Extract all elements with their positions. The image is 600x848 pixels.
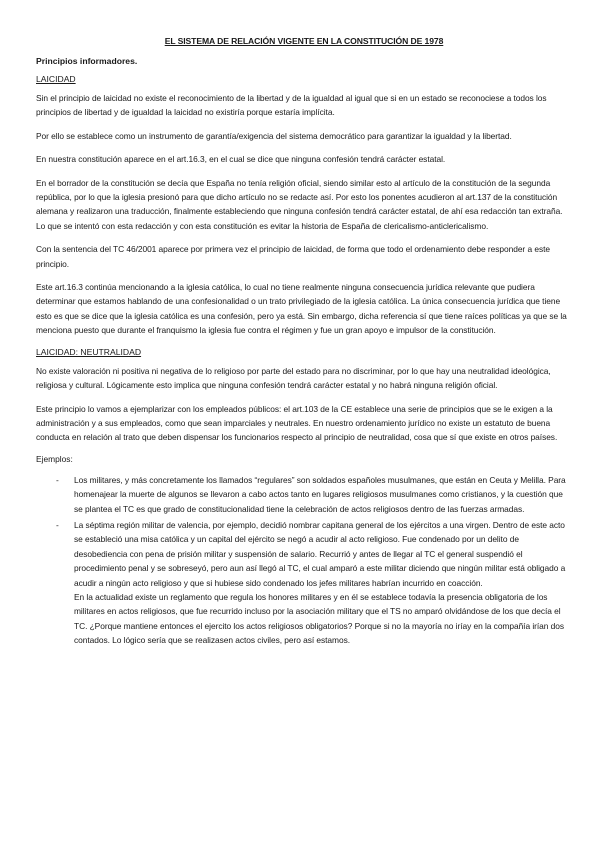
list-item-text: La séptima región militar de valencia, por ejemplo, decidió nombrar capitana general de los ejércitos a una virgen. Dentro de este acto se estableció una misa católica y un capital del ejército se negó a acudir al acto religioso. Fue condenado por un delito de desobediencia con pena de prisión militar y suspensión de salario. Recurrió y antes de llegar al TC el general suspendió el procedimiento penal y se sobreseyó, pero aun así llegó al TC, el cual amparó a este militar diciendo que ningún militar está obligado a acudir a ningún acto religioso y que si hubiese sido condenado los jefes militares habrían incurrido en coacción.	[74, 519, 566, 588]
examples-list	[36, 473, 572, 648]
paragraph: En nuestra constitución aparece en el art.16.3, en el cual se dice que ninguna confesión tendrá carácter estatal.	[36, 154, 446, 165]
section-heading-laicidad: LAICIDAD	[36, 74, 76, 84]
paragraph: Este principio lo vamos a ejemplarizar con los empleados públicos: el art.103 de la CE establece una serie de principios que se le exigen a la administración y a sus empleados, como que sean imparciales y neutrales. En nuestro ordenamiento jurídico no existe un estatuto de buena conducta en relación al trato que deben dispensar los funcionarios respecto al principio de neutralidad, cosa que sí que existe en otros países.	[36, 403, 558, 443]
paragraph: No existe valoración ni positiva ni negativa de lo religioso por parte del estado para no discriminar, por lo que hay una neutralidad ideológica, religiosa y cultural. Lógicamente esto implica que ninguna confesión tendrá carácter estatal y no habrá ninguna religión oficial.	[36, 365, 551, 391]
section-heading-neutralidad: LAICIDAD: NEUTRALIDAD	[36, 346, 142, 357]
paragraph: En el borrador de la constitución se decía que España no tenía religión oficial, siendo similar esto al artículo de la constitución de la segunda república, por lo que la iglesia presionó para que dicho artículo no se redacte así. Por esto los ponentes acudieron al art.137 de la constitución alemana y realizaron una traducción, finalmente estableciendo que ninguna confesión tendrá carácter estatal, de ahí esa redacción tan extraña. Lo que se intentó con esta redacción y con esta constitución es evitar la historia de España de clericalismo-anticlericalismo.	[36, 177, 563, 231]
paragraph: Por ello se establece como un instrumento de garantía/exigencia del sistema democrático para garantizar la igualdad y la libertad.	[36, 130, 512, 141]
list-item-continuation: En la actualidad existe un reglamento que regula los honores militares y en él se establece todavía la presencia obligatoria de los militares en actos religiosos, que fue recurrido incluso por la asociación military que el TS no amparó olvidándose de los que decía el TC. ¿Porque mantiene entonces el ejercito los actos religiosos obligatorios? Porque si no la mayoría no iríay en la compañía irían dos contados. Lo lógico sería que se realizasen actos civiles, pero así estamos.	[74, 591, 565, 646]
list-dash: -	[56, 519, 59, 530]
document-subtitle: Principios informadores.	[36, 56, 138, 66]
list-item-text: Los militares, y más concretamente los llamados “regulares” son soldados españoles musulmanes, que están en Ceuta y Melilla. Para homenajear la muerte de algunos se llevaron a cabo actos tanto en lugares religiosos musulmanes como cristianos, y la cuestión que se plantea el TC es que grado de constitucionalidad tiene la celebración de actos religiosos dentro de las fuerzas armadas.	[74, 474, 566, 514]
list-item	[36, 473, 572, 516]
examples-label: Ejemplos:	[36, 453, 73, 464]
paragraph: Sin el principio de laicidad no existe el reconocimiento de la libertad y de la igualdad al igual que si en un estado se reconociese a todos los principios de libertad y de igualdad la laicidad no existiría porque estaría implícita.	[36, 93, 547, 118]
paragraph: Este art.16.3 continúa mencionando a la iglesia católica, lo cual no tiene realmente ninguna consecuencia jurídica relevante que pudiera determinar que estamos hablando de una confesionalidad o un trato privilegiado de la iglesia católica. La única consecuencia jurídica que tiene esto es que se dice que la iglesia católica es una confesión, pero ya está. Sin embargo, dicha referencia sí que tiene raíces políticas ya que se la menciona puesto que durante el franquismo la iglesia fue contra el régimen y fue un gran apoyo e impulsor de la constitución.	[36, 282, 567, 336]
list-item	[36, 518, 572, 648]
list-dash: -	[56, 474, 59, 485]
document-title: EL SISTEMA DE RELACIÓN VIGENTE EN LA CONSTITUCIÓN DE 1978	[164, 36, 444, 46]
paragraph: Con la sentencia del TC 46/2001 aparece por primera vez el principio de laicidad, de forma que todo el ordenamiento debe responder a este principio.	[36, 244, 550, 269]
